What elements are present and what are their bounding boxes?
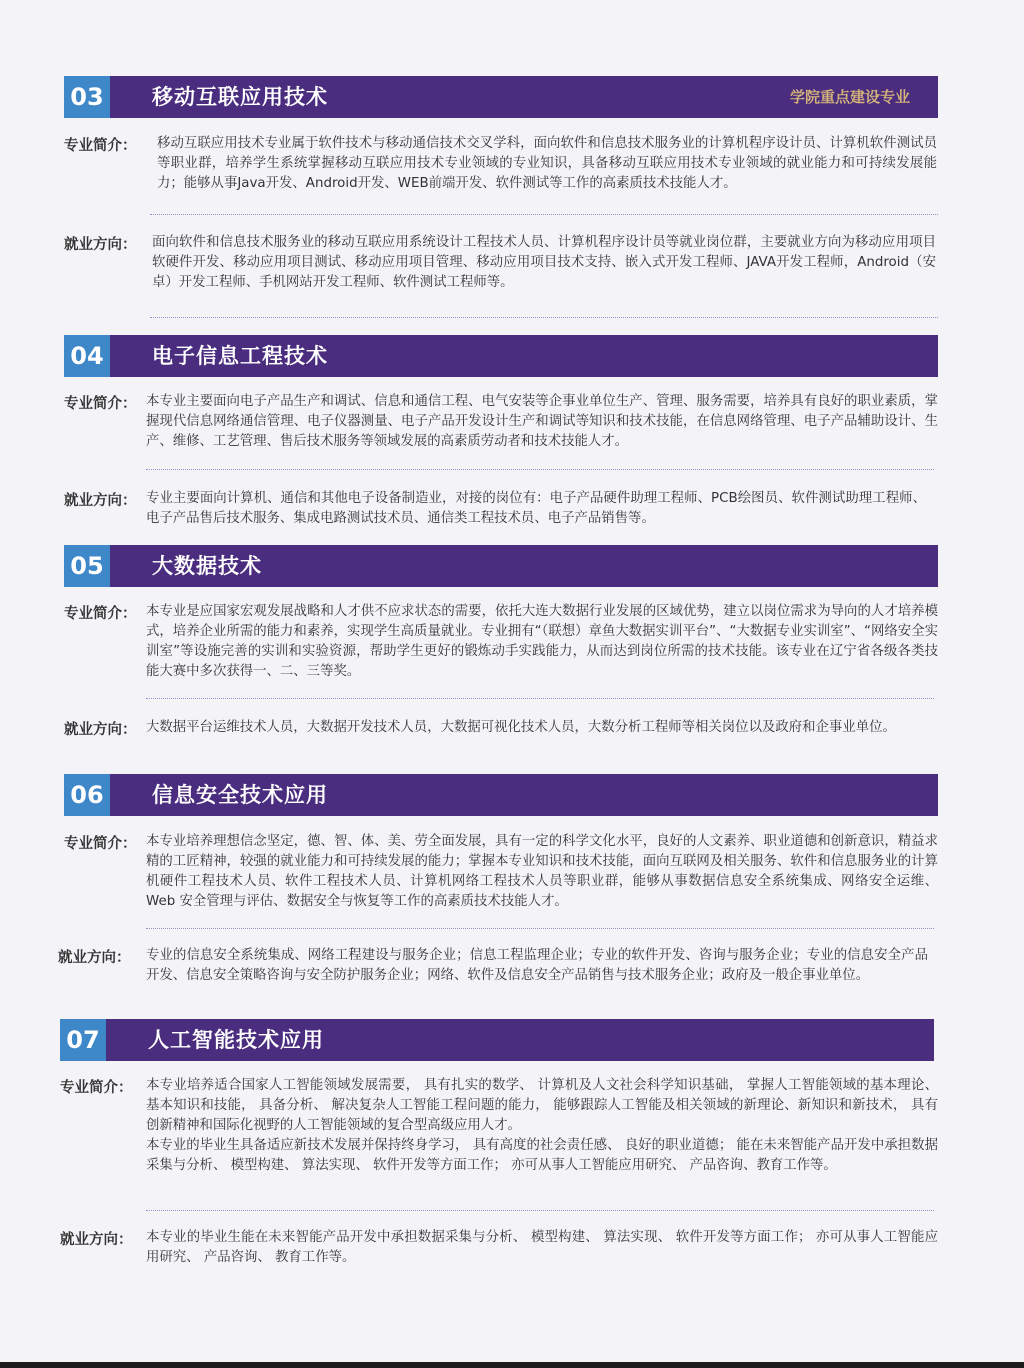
intro-label: 专业简介：: [64, 836, 137, 852]
section-number: 06: [64, 774, 110, 816]
career-text: 专业主要面向计算机、通信和其他电子设备制造业，对接的岗位有：电子产品硬件助理工程师、PCB绘图员、软件测试助理工程师、电子产品售后技术服务、集成电路测试技术员、通信类工程技术员、电子产品销售等。: [146, 491, 926, 526]
intro-text: 本专业是应国家宏观发展战略和人才供不应求状态的需要，依托大连大数据行业发展的区域优势，建立以岗位需求为导向的人才培养模式，培养企业所需的能力和素养，实现学生高质量就业。专业拥有“（联想）章鱼大数据实训平台”、“大数据专业实训室”、“网络安全实训室”等设施完善的实训和实验资源，帮助学生更好的锻炼动手实践能力，从而达到岗位所需的技术技能。该专业在辽宁省各级各类技能大赛中多次获得一、二、三等奖。: [146, 604, 938, 679]
section-title: 大数据技术: [152, 554, 262, 578]
intro-text: 本专业主要面向电子产品生产和调试、信息和通信工程、电气安装等企事业单位生产、管理、服务需要，培养具有良好的职业素质，掌握现代信息网络通信管理、电子仪器测量、电子产品开发设计生产和调试等知识和技术技能，在信息网络管理、电子产品辅助设计、生产、维修、工艺管理、售后技术服务等领域发展的高素质劳动者和技术技能人才。: [146, 394, 938, 449]
career-text: 面向软件和信息技术服务业的移动互联应用系统设计工程技术人员、计算机程序设计员等就业岗位群，主要就业方向为移动应用项目软硬件开发、移动应用项目测试、移动应用项目管理、移动应用项目技术支持、嵌入式开发工程师、JAVA开发工程师，Android（安卓）开发工程师、手机网站开发工程师、软件测试工程师等。: [152, 235, 936, 290]
intro-label: 专业简介：: [64, 138, 137, 154]
career-text: 大数据平台运维技术人员，大数据开发技术人员，大数据可视化技术人员，大数分析工程师等相关岗位以及政府和企事业单位。: [146, 720, 896, 735]
key-major-badge: 学院重点建设专业: [789, 88, 910, 106]
section-number: 03: [64, 76, 110, 118]
intro-label: 专业简介：: [64, 396, 137, 412]
section-divider: [150, 317, 938, 318]
section-divider: [146, 928, 934, 929]
section-title: 人工智能技术应用: [148, 1028, 324, 1052]
section-divider: [146, 469, 934, 470]
career-label: 就业方向：: [60, 1232, 133, 1248]
intro-label: 专业简介：: [60, 1080, 133, 1096]
section-number: 04: [64, 335, 110, 377]
intro-text: 本专业培养理想信念坚定，德、智、体、美、劳全面发展，具有一定的科学文化水平，良好的人文素养、职业道德和创新意识，精益求精的工匠精神，较强的就业能力和可持续发展的能力；掌握本专业知识和技术技能，面向互联网及相关服务、软件和信息服务业的计算机硬件工程技术人员、软件工程技术人员、计算机网络工程技术人员等职业群，能够从事数据信息安全系统集成、网络安全运维、Web 安全管理与评估、数据安全与恢复等工作的高素质技术技能人才。: [146, 834, 938, 909]
career-text: 本专业的毕业生能在未来智能产品开发中承担数据采集与分析、 模型构建、 算法实现、 软件开发等方面工作； 亦可从事人工智能应用研究、 产品咨询、 教育工作等。: [146, 1230, 938, 1265]
section-title: 信息安全技术应用: [152, 783, 328, 807]
section-header-06: [64, 774, 938, 816]
intro-text: [146, 1076, 938, 1176]
intro-label: 专业简介：: [64, 606, 137, 622]
intro-text: 移动互联应用技术专业属于软件技术与移动通信技术交叉学科，面向软件和信息技术服务业的计算机程序设计员、计算机软件测试员等职业群，培养学生系统掌握移动互联应用技术专业领域的专业知识，具备移动互联应用技术专业领域的就业能力和可持续发展能力；能够从事Java开发、Android开发、WEB前端开发、软件测试等工作的高素质技术技能人才。: [157, 136, 937, 191]
career-label: 就业方向：: [64, 722, 137, 738]
section-number: 07: [60, 1019, 106, 1061]
section-number: 05: [64, 545, 110, 587]
section-title: 移动互联应用技术: [152, 85, 328, 109]
section-header-05: [64, 545, 938, 587]
section-divider: [146, 698, 934, 699]
section-title: 电子信息工程技术: [152, 344, 328, 368]
career-label: 就业方向：: [58, 950, 131, 966]
career-label: 就业方向：: [64, 493, 137, 509]
section-header-07: [60, 1019, 934, 1061]
career-text: 专业的信息安全系统集成、网络工程建设与服务企业；信息工程监理企业；专业的软件开发、咨询与服务企业；专业的信息安全产品开发、信息安全策略咨询与安全防护服务企业；网络、软件及信息安全产品销售与技术服务企业；政府及一般企事业单位。: [146, 948, 928, 983]
intro-paragraph-1: 本专业培养适合国家人工智能领域发展需要， 具有扎实的数学、 计算机及人文社会科学知识基础， 掌握人工智能领域的基本理论、 基本知识和技能， 具备分析、 解决复杂人工智能工程问题的能力， 能够跟踪人工智能及相关领域的新理论、新知识和新技术， 具有创新精神和国际化视野的人工智能领域的复合型高级应用人才。: [146, 1078, 938, 1133]
section-divider: [146, 1210, 934, 1211]
page-bottom-border: [0, 1362, 1024, 1368]
section-header-03: [64, 76, 938, 118]
career-label: 就业方向：: [64, 237, 137, 253]
section-divider: [150, 214, 938, 215]
section-header-04: [64, 335, 938, 377]
intro-paragraph-2: 本专业的毕业生具备适应新技术发展并保持终身学习， 具有高度的社会责任感、 良好的职业道德； 能在未来智能产品开发中承担数据采集与分析、 模型构建、 算法实现、 软件开发等方面工作； 亦可从事人工智能应用研究、 产品咨询、教育工作等。: [146, 1138, 938, 1173]
